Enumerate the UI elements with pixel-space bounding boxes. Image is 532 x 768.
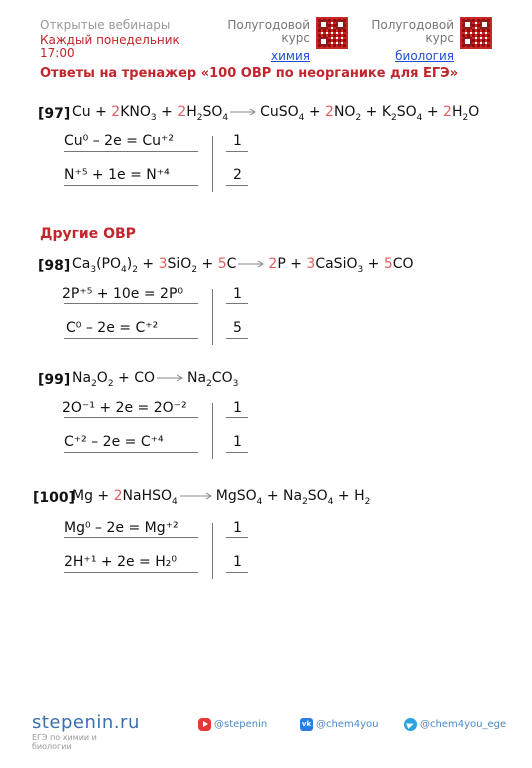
youtube-handle: @stepenin <box>214 719 268 730</box>
divider <box>226 151 248 152</box>
divider <box>64 537 198 538</box>
page-title: Ответы на тренажер «100 ОВР по неорганике для ЕГЭ» <box>40 66 459 81</box>
half-reaction: Mg⁰ – 2e = Mg⁺² <box>64 520 179 536</box>
reaction-number: [100] <box>33 490 76 506</box>
half-reaction: 2P⁺⁵ + 10e = 2P⁰ <box>62 286 184 302</box>
equation-100: Mg + 2NaHSO$_4$ MgSO$_4$ + $Na_2SO_4 + H_2$ <box>72 488 371 507</box>
half-reaction: Cu⁰ – 2e = Cu⁺² <box>64 133 174 149</box>
divider <box>226 303 248 304</box>
reaction-arrow-icon <box>157 373 185 383</box>
equation-99: $Na_2O_2$ + CO $Na_2CO_3$ <box>72 370 239 389</box>
divider <box>64 185 198 186</box>
telegram-link[interactable] <box>404 718 506 731</box>
multiplier: 1 <box>233 133 242 149</box>
chemistry-course-link[interactable]: химия <box>271 49 310 63</box>
divider <box>226 417 248 418</box>
course-chemistry-line1: Полугодовой <box>227 18 310 32</box>
reaction-arrow-icon <box>180 491 214 501</box>
balance-separator <box>212 523 213 579</box>
brand-subtitle: ЕГЭ по химии и биологии <box>32 733 97 751</box>
divider <box>64 417 198 418</box>
reaction-number: [99] <box>38 372 71 388</box>
divider <box>226 185 248 186</box>
divider <box>64 151 198 152</box>
vk-handle: @chem4you <box>316 719 379 730</box>
qr-code-biology <box>460 17 492 49</box>
multiplier: 5 <box>233 320 242 336</box>
qr-code-chemistry <box>316 17 348 49</box>
multiplier: 1 <box>233 520 242 536</box>
vk-icon: vk <box>300 718 313 731</box>
telegram-icon <box>404 718 417 731</box>
balance-separator <box>212 289 213 345</box>
half-reaction: C⁰ – 2e = C⁺² <box>66 320 159 336</box>
equation-97: $Cu + 2KNO_3 + 2H_2SO_4$ CuSO$_4$ + $2NO_2 + K_2SO_4 + 2H_2O$ <box>72 104 480 123</box>
divider <box>64 452 198 453</box>
half-reaction: N⁺⁵ + 1e = N⁺⁴ <box>64 167 170 183</box>
vk-link[interactable] <box>300 718 378 731</box>
divider <box>64 572 198 573</box>
course-chemistry-line2: курс <box>281 31 310 45</box>
multiplier: 1 <box>233 434 242 450</box>
equation-98: $Ca_3(PO_4)_2 + 3SiO_2 + 5C$ 2P + 3CaSiO$_3$ + 5CO <box>72 256 414 275</box>
half-reaction: C⁺² – 2e = C⁺⁴ <box>64 434 164 450</box>
reaction-number: [97] <box>38 106 71 122</box>
divider <box>64 303 198 304</box>
course-chemistry <box>222 19 310 64</box>
telegram-handle: @chem4you_ege <box>420 719 507 730</box>
biology-course-link[interactable]: биология <box>395 49 454 63</box>
youtube-icon <box>198 718 211 731</box>
youtube-link[interactable] <box>198 718 267 731</box>
reaction-number: [98] <box>38 258 71 274</box>
section-title: Другие ОВР <box>40 226 136 242</box>
divider <box>226 572 248 573</box>
webinars-label: Открытые вебинары <box>40 18 171 32</box>
half-reaction: 2O⁻¹ + 2e = 2O⁻² <box>62 400 187 416</box>
reaction-arrow-icon <box>238 259 266 269</box>
divider <box>64 338 198 339</box>
time-label: 17:00 <box>40 46 75 60</box>
course-biology-line1: Полугодовой <box>371 18 454 32</box>
schedule-label: Каждый понедельник <box>40 33 180 47</box>
course-biology-line2: курс <box>425 31 454 45</box>
course-biology <box>366 19 454 64</box>
balance-separator <box>212 403 213 459</box>
divider <box>226 452 248 453</box>
multiplier: 1 <box>233 286 242 302</box>
multiplier: 1 <box>233 400 242 416</box>
reaction-arrow-icon <box>230 107 258 117</box>
multiplier: 1 <box>233 554 242 570</box>
divider <box>226 537 248 538</box>
divider <box>226 338 248 339</box>
multiplier: 2 <box>233 167 242 183</box>
half-reaction: 2H⁺¹ + 2e = H₂⁰ <box>64 554 177 570</box>
balance-separator <box>212 136 213 192</box>
brand-logo[interactable]: stepenin.ru <box>32 712 140 733</box>
